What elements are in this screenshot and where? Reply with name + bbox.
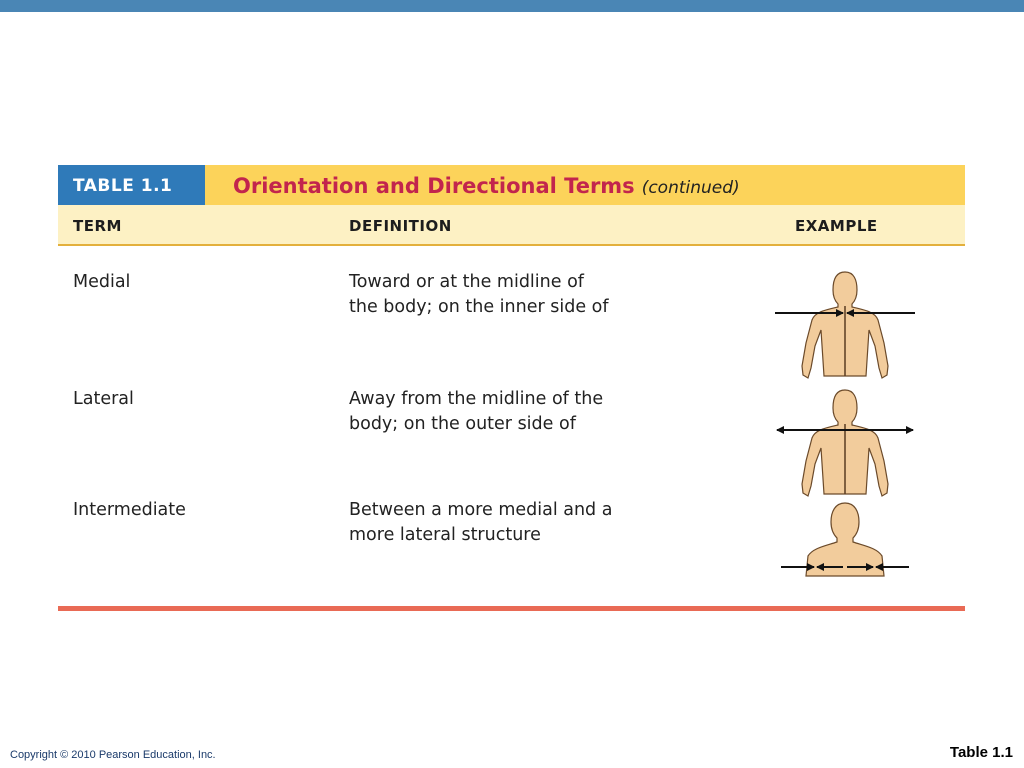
table-bottom-rule [58, 606, 965, 611]
row-definition-medial: Toward or at the midline of the body; on the inner side of [349, 272, 609, 317]
column-header-row [58, 205, 965, 246]
column-header-term: TERM [73, 217, 122, 235]
row-term-intermediate: Intermediate [73, 500, 186, 520]
row-definition-intermediate: Between a more medial and a more lateral structure [349, 500, 613, 545]
table-number-label: TABLE 1.1 [58, 165, 205, 205]
intermediate-arrows-shoulders-icon [775, 498, 915, 582]
table-header [58, 165, 965, 205]
lateral-arrows-body-icon [770, 386, 920, 502]
slide-reference: Table 1.1 [949, 744, 1013, 761]
row-term-medial: Medial [73, 272, 131, 292]
copyright-notice: Copyright © 2010 Pearson Education, Inc. [10, 749, 216, 761]
column-header-example: EXAMPLE [795, 217, 878, 235]
row-term-lateral: Lateral [73, 389, 134, 409]
table-title [233, 165, 740, 205]
table-title-text: Orientation and Directional Terms [233, 174, 635, 198]
table-subtitle: (continued) [641, 178, 740, 198]
medial-arrows-body-icon [770, 268, 920, 384]
top-accent-bar [0, 0, 1024, 12]
row-definition-lateral: Away from the midline of the body; on the outer side of [349, 389, 604, 434]
column-header-definition: DEFINITION [349, 217, 452, 235]
